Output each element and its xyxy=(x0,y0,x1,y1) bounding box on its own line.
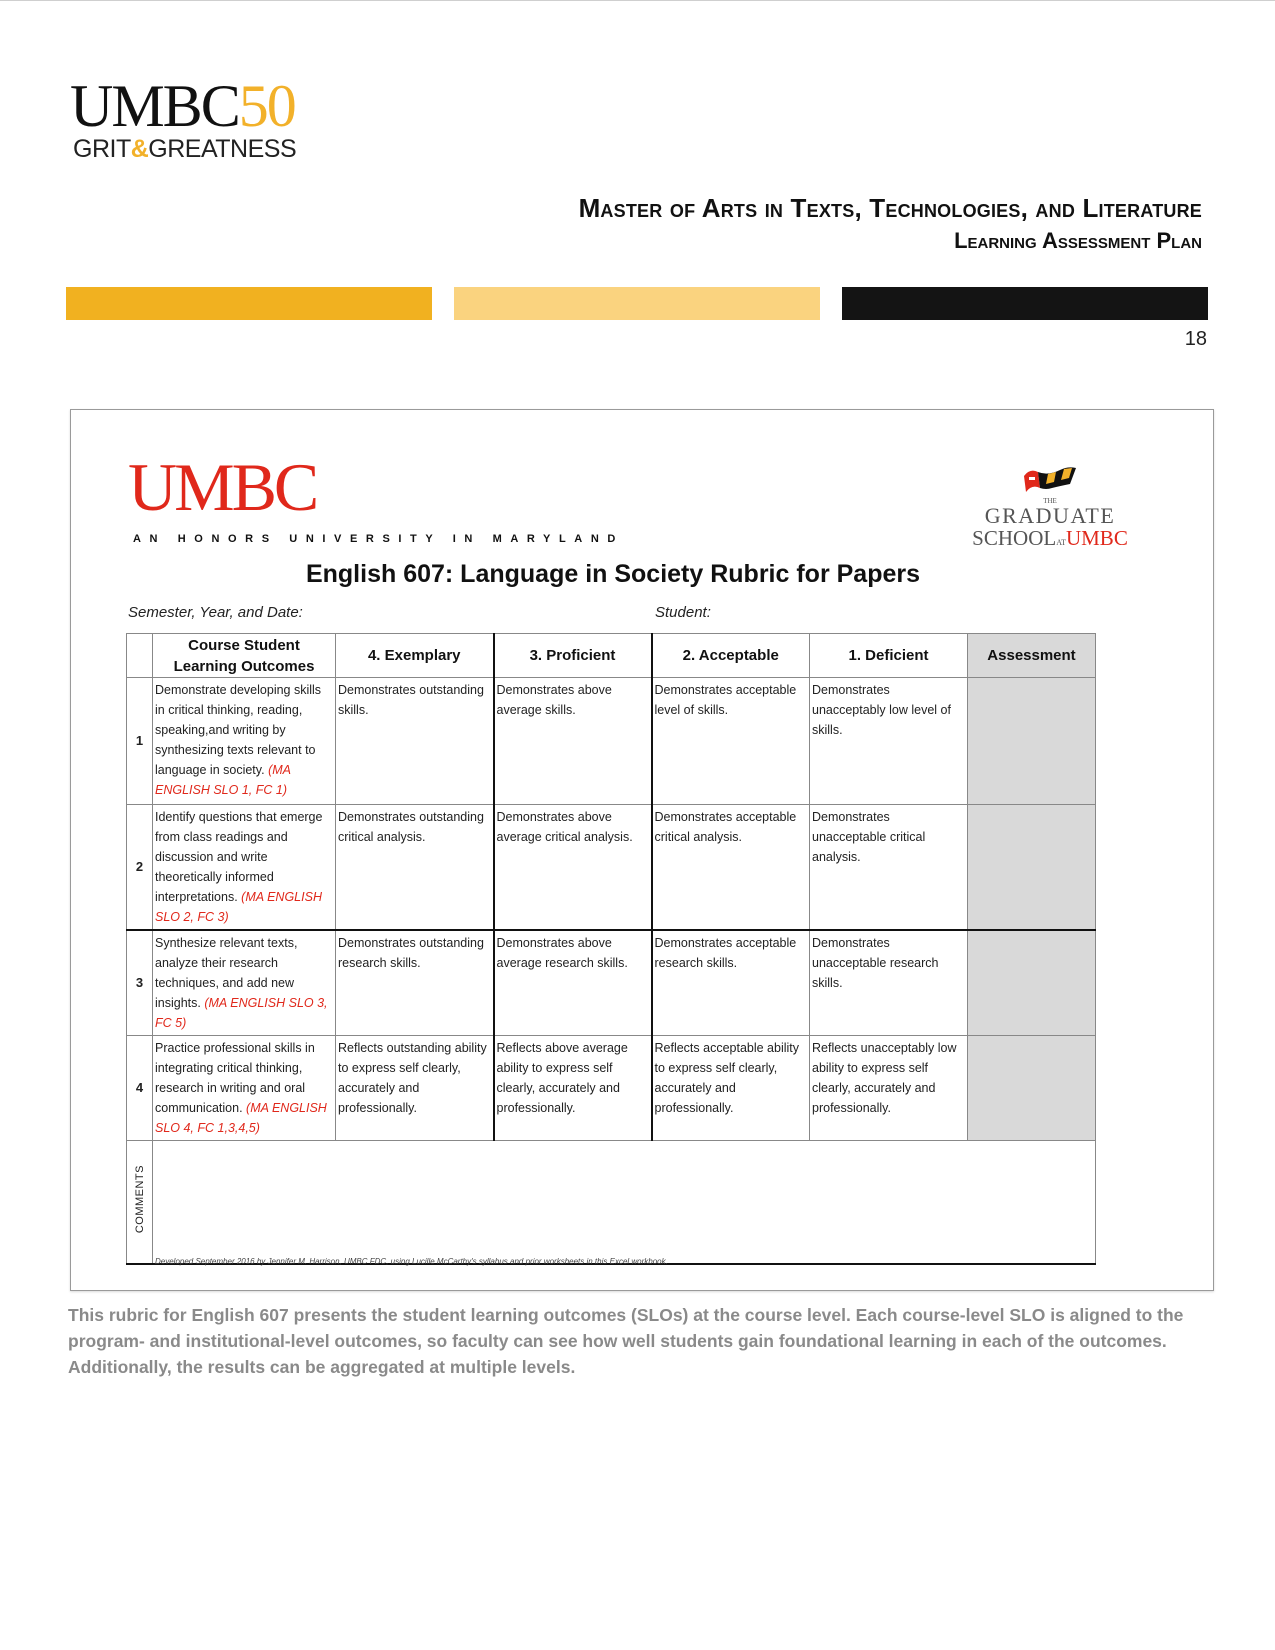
student-label: Student: xyxy=(655,604,711,621)
grad-logo-school-line xyxy=(950,527,1150,554)
outcome-text: Identify questions that emerge from class readings and discussion and write theoretically informed interpretations. xyxy=(155,810,323,904)
comments-label: COMMENTS xyxy=(133,1164,146,1234)
comments-row xyxy=(127,1141,1096,1265)
proficient-cell: Reflects above average ability to express self clearly, accurately and professionally. xyxy=(494,1036,652,1141)
acceptable-cell: Demonstrates acceptable level of skills. xyxy=(652,678,810,805)
figure-caption: This rubric for English 607 presents the student learning outcomes (SLOs) at the course level. Each course-level SLO is aligned to the program- and institutional-level outcomes, so faculty can see how well students gain foundational learning in each of the outcomes. Additionally, the results can be aggregated at multiple levels. xyxy=(68,1305,1184,1377)
umbc-red-logo: UMBC xyxy=(128,449,317,525)
row-number: 3 xyxy=(127,930,153,1036)
umbc-honors-tagline: AN HONORS UNIVERSITY IN MARYLAND xyxy=(133,533,624,545)
header-exemplary: 4. Exemplary xyxy=(336,634,494,678)
umbc50-wordmark xyxy=(70,73,296,139)
rubric-row xyxy=(127,1036,1096,1141)
assessment-cell[interactable] xyxy=(968,678,1096,805)
header-proficient: 3. Proficient xyxy=(494,634,652,678)
grad-logo-school: SCHOOL xyxy=(972,526,1057,550)
header-deficient: 1. Deficient xyxy=(810,634,968,678)
outcome-reference: (MA ENGLISH SLO 1, FC 1) xyxy=(155,763,291,797)
proficient-cell: Demonstrates above average skills. xyxy=(494,678,652,805)
deficient-cell: Demonstrates unacceptable critical analysis. xyxy=(810,805,968,931)
rubric-table xyxy=(126,633,1096,1265)
grad-logo-the: THE xyxy=(1043,497,1057,505)
assessment-cell[interactable] xyxy=(968,1036,1096,1141)
logo-50-text: 50 xyxy=(238,73,295,139)
comments-label-cell xyxy=(127,1141,153,1265)
outcome-reference: (MA ENGLISH SLO 3, FC 5) xyxy=(155,996,328,1030)
document-subtitle: Learning Assessment Plan xyxy=(954,228,1202,253)
tagline-ampersand: & xyxy=(130,135,149,163)
page-number: 18 xyxy=(1184,328,1207,350)
document-title: Master of Arts in Texts, Technologies, and Literature xyxy=(578,193,1202,223)
semester-year-date-label: Semester, Year, and Date: xyxy=(128,604,303,621)
assessment-cell[interactable] xyxy=(968,805,1096,931)
graduate-school-logo xyxy=(950,462,1150,554)
rubric-footnote: Developed September 2016 by Jennifer M. Harrison, UMBC FDC, using Lucille McCarthy's syllabus and prior worksheets in this Excel workbook. xyxy=(155,1257,668,1266)
row-number: 2 xyxy=(127,805,153,931)
grad-logo-umbc: UMBC xyxy=(1065,526,1128,550)
acceptable-cell: Demonstrates acceptable critical analysis. xyxy=(652,805,810,931)
outcome-text: Synthesize relevant texts, analyze their research techniques, and add new insights. xyxy=(155,936,298,1010)
proficient-cell: Demonstrates above average critical analysis. xyxy=(494,805,652,931)
outcome-text: Demonstrate developing skills in critical thinking, reading, speaking,and writing by synthesizing texts relevant to language in society. xyxy=(155,683,322,777)
tagline-greatness: GREATNESS xyxy=(148,135,297,163)
rubric-header-row xyxy=(127,634,1096,678)
logo-umbc-text: UMBC xyxy=(70,73,239,139)
deficient-cell: Reflects unacceptably low ability to express self clearly, accurately and professionally. xyxy=(810,1036,968,1141)
outcome-cell xyxy=(153,805,336,931)
acceptable-cell: Reflects acceptable ability to express self clearly, accurately and professionally. xyxy=(652,1036,810,1141)
outcome-text: Practice professional skills in integrating critical thinking, research in writing and oral communication. xyxy=(155,1041,315,1115)
grad-logo-at: AT xyxy=(1056,538,1066,547)
outcome-reference: (MA ENGLISH SLO 4, FC 1,3,4,5) xyxy=(155,1101,327,1135)
page-top-border xyxy=(0,0,1275,1)
outcome-cell xyxy=(153,930,336,1036)
grad-logo-graduate: GRADUATE xyxy=(984,503,1116,528)
proficient-cell: Demonstrates above average research skills. xyxy=(494,930,652,1036)
outcome-cell xyxy=(153,678,336,805)
exemplary-cell: Demonstrates outstanding critical analysis. xyxy=(336,805,494,931)
rubric-row xyxy=(127,805,1096,931)
exemplary-cell: Demonstrates outstanding research skills. xyxy=(336,930,494,1036)
header-acceptable: 2. Acceptable xyxy=(652,634,810,678)
decorative-bar-gold xyxy=(66,287,432,320)
acceptable-cell: Demonstrates acceptable research skills. xyxy=(652,930,810,1036)
document-title-block xyxy=(579,193,1202,254)
row-number: 4 xyxy=(127,1036,153,1141)
header-number-cell xyxy=(127,634,153,678)
logo-tagline xyxy=(73,134,296,164)
rubric-row xyxy=(127,678,1096,805)
maryland-flag-icon xyxy=(1020,462,1080,496)
row-number: 1 xyxy=(127,678,153,805)
decorative-bar-light-gold xyxy=(454,287,820,320)
assessment-cell[interactable] xyxy=(968,930,1096,1036)
exemplary-cell: Demonstrates outstanding skills. xyxy=(336,678,494,805)
outcome-cell xyxy=(153,1036,336,1141)
rubric-row xyxy=(127,930,1096,1036)
decorative-bar-black xyxy=(842,287,1208,320)
tagline-grit: GRIT xyxy=(73,135,131,163)
header-assessment: Assessment xyxy=(968,634,1096,678)
deficient-cell: Demonstrates unacceptable research skills. xyxy=(810,930,968,1036)
umbc50-logo xyxy=(70,73,297,164)
exemplary-cell: Reflects outstanding ability to express self clearly, accurately and professionally. xyxy=(336,1036,494,1141)
header-outcomes: Course Student Learning Outcomes xyxy=(153,634,336,678)
outcome-reference: (MA ENGLISH SLO 2, FC 3) xyxy=(155,890,322,924)
comments-area[interactable] xyxy=(153,1141,1096,1265)
rubric-title: English 607: Language in Society Rubric for Papers xyxy=(305,560,921,588)
deficient-cell: Demonstrates unacceptably low level of skills. xyxy=(810,678,968,805)
